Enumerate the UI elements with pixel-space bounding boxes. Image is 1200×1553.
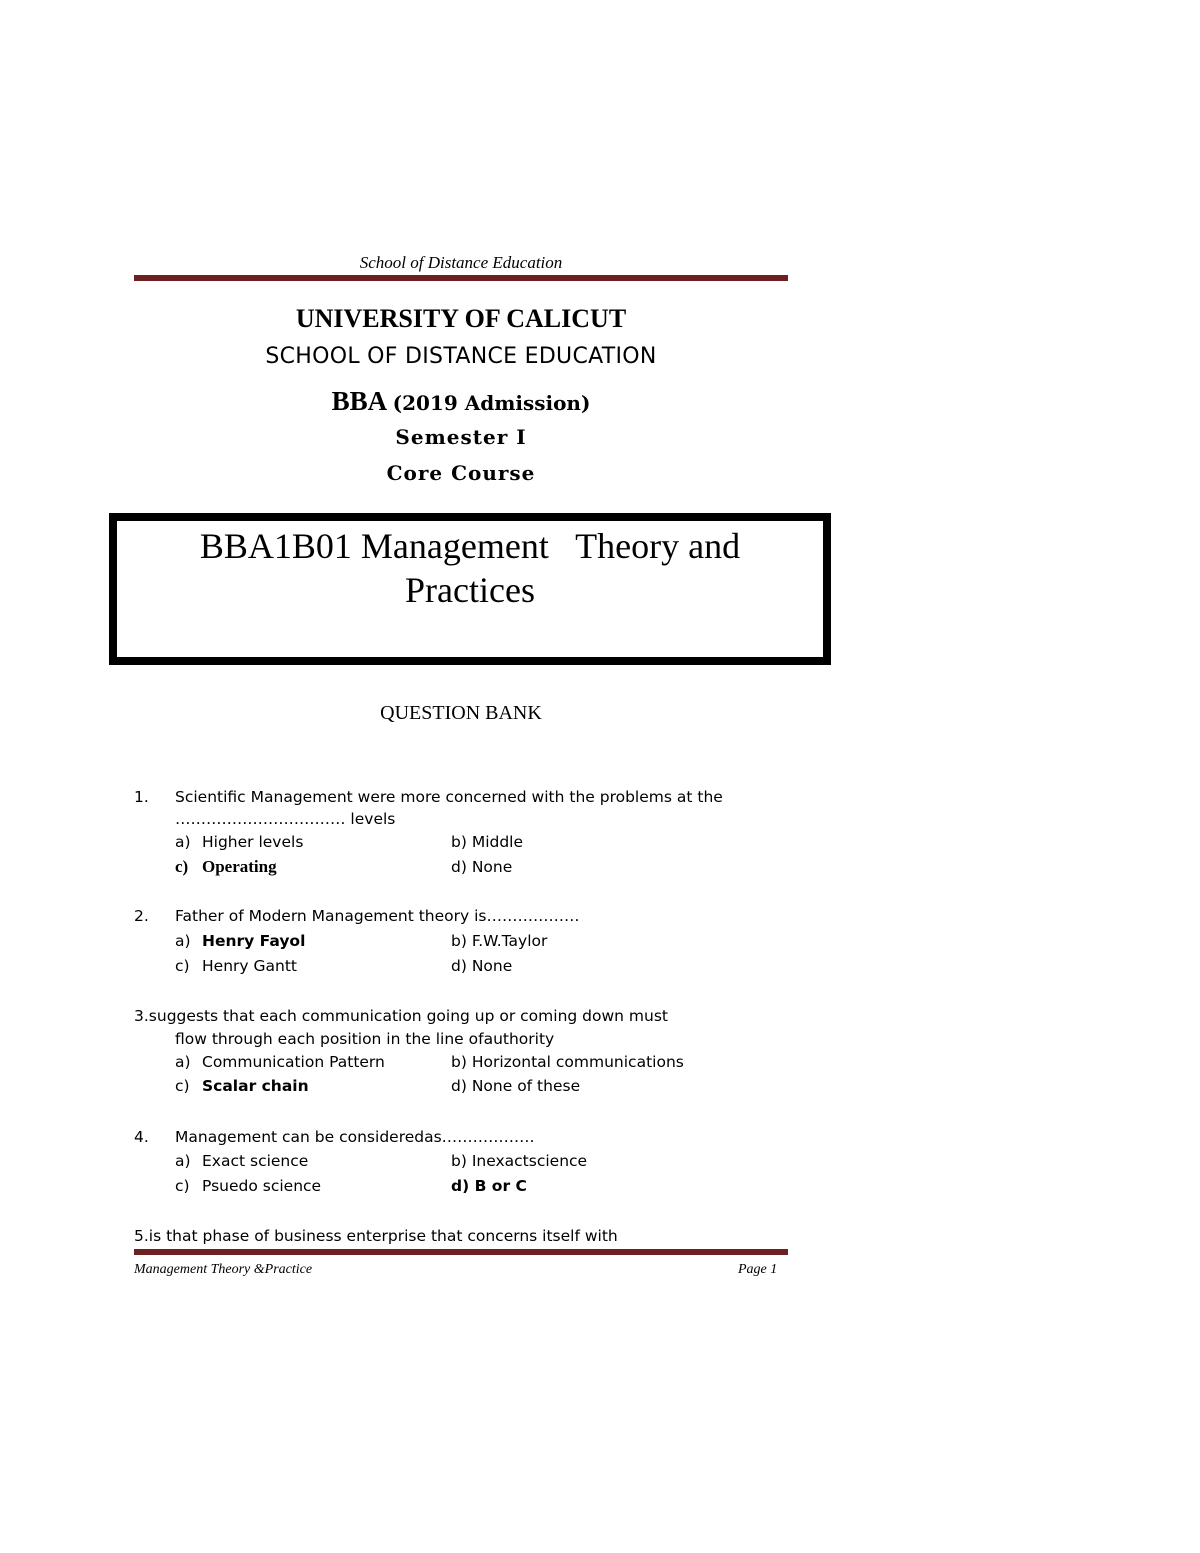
admission-year: (2019 Admission) xyxy=(392,391,591,415)
question-number: 1. xyxy=(134,788,149,806)
question-stem-continued: …………………………… levels xyxy=(175,810,396,828)
option xyxy=(175,1052,385,1072)
option-label: b) xyxy=(451,833,467,851)
course-title xyxy=(117,524,823,612)
course-title-line-2: Practices xyxy=(405,570,535,610)
option xyxy=(451,857,512,877)
option-text: Scalar chain xyxy=(202,1077,309,1095)
option xyxy=(451,956,512,976)
course-title-line-1: BBA1B01 Management Theory and xyxy=(199,526,741,566)
page-number: Page 1 xyxy=(738,1262,778,1277)
option xyxy=(451,832,523,852)
option-text: Henry Gantt xyxy=(202,957,297,975)
option-text: Exact science xyxy=(202,1152,309,1170)
semester: Semester I xyxy=(395,425,527,449)
option-answer xyxy=(175,857,277,877)
option-text: Communication Pattern xyxy=(202,1053,385,1071)
option-label: a) xyxy=(175,1152,191,1170)
option-label: c) xyxy=(175,1077,190,1095)
option-label: b) xyxy=(451,1152,467,1170)
question-stem: Father of Modern Management theory is……………… xyxy=(175,907,580,925)
option-label: d) xyxy=(451,858,467,876)
option-text: Higher levels xyxy=(202,833,304,851)
option xyxy=(451,931,547,951)
option-label: c) xyxy=(175,1177,190,1195)
footer-course-name: Management Theory &Practice xyxy=(134,1262,313,1277)
option-answer xyxy=(175,1076,309,1096)
option-label: d) xyxy=(451,957,467,975)
option-label: a) xyxy=(175,833,191,851)
option-text: B or C xyxy=(474,1177,527,1195)
option-text: None xyxy=(471,957,513,975)
option-text: F.W.Taylor xyxy=(471,932,548,950)
question-stem: 5.is that phase of business enterprise that concerns itself with xyxy=(134,1227,618,1245)
option-text: Middle xyxy=(471,833,524,851)
option-answer xyxy=(175,931,305,951)
option-label: d) xyxy=(451,1177,470,1195)
option-label: c) xyxy=(175,957,190,975)
option xyxy=(175,1151,308,1171)
school-name: SCHOOL OF DISTANCE EDUCATION xyxy=(265,344,657,369)
option-text: Henry Fayol xyxy=(202,932,306,950)
question-number: 4. xyxy=(134,1128,149,1146)
option-label: d) xyxy=(451,1077,467,1095)
option-label: b) xyxy=(451,1053,467,1071)
question-number: 2. xyxy=(134,907,149,925)
option-text: Horizontal communications xyxy=(471,1053,684,1071)
option-text: Psuedo science xyxy=(202,1177,322,1195)
course-type: Core Course xyxy=(386,461,536,485)
question-stem: 3.suggests that each communication going up or coming down must xyxy=(134,1007,668,1025)
option xyxy=(451,1151,587,1171)
option-text: None of these xyxy=(471,1077,581,1095)
running-header: School of Distance Education xyxy=(359,253,563,272)
option-text: None xyxy=(471,858,513,876)
footer-rule xyxy=(134,1249,788,1255)
option-label: c) xyxy=(175,857,189,876)
option-answer xyxy=(451,1176,527,1196)
section-title: QUESTION BANK xyxy=(380,702,542,724)
question-stem: Management can be consideredas……………… xyxy=(175,1128,535,1146)
question-stem: Scientific Management were more concerned with the problems at the xyxy=(175,788,723,806)
header-rule xyxy=(134,275,788,281)
option-label: a) xyxy=(175,932,191,950)
university-name: UNIVERSITY OF CALICUT xyxy=(295,304,627,333)
option xyxy=(175,832,303,852)
option-label: b) xyxy=(451,932,467,950)
option xyxy=(451,1076,580,1096)
program-line xyxy=(134,386,788,417)
option xyxy=(175,1176,321,1196)
option-text: Operating xyxy=(202,857,277,876)
question-stem-continued: flow through each position in the line ofauthority xyxy=(175,1030,555,1048)
program-name: BBA xyxy=(331,386,388,416)
option xyxy=(175,956,297,976)
option-label: a) xyxy=(175,1053,191,1071)
option xyxy=(451,1052,684,1072)
option-text: Inexactscience xyxy=(471,1152,588,1170)
